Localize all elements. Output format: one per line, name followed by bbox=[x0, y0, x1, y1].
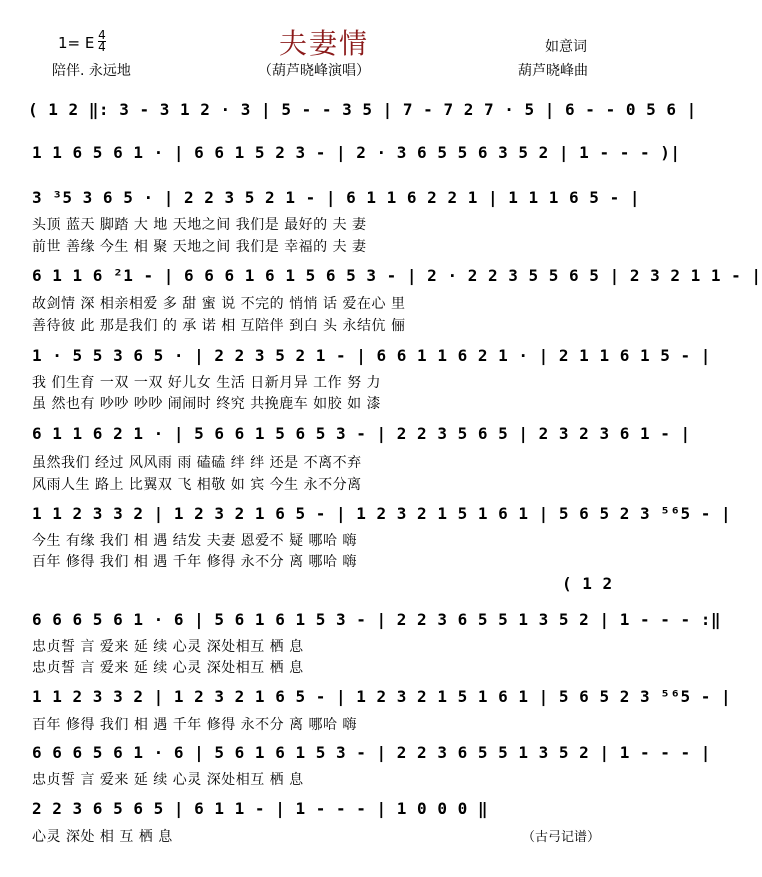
lyric-line-7a: 今生 有缘 我们 相 遇 结发 夫妻 恩爱不 疑 哪哈 嗨 bbox=[32, 533, 358, 549]
lyric-line-6b: 风雨人生 路上 比翼双 飞 相敬 如 宾 今生 永不分离 bbox=[32, 477, 362, 493]
lyric-line-3a: 头顶 蓝天 脚踏 大 地 天地之间 我们是 最好的 夫 妻 bbox=[32, 217, 367, 233]
lyric-line-6a: 虽然我们 经过 风风雨 雨 磕磕 绊 绊 还是 不离不弃 bbox=[32, 455, 362, 471]
lyric-line-9: 百年 修得 我们 相 遇 千年 修得 永不分 离 哪哈 嗨 bbox=[32, 717, 358, 733]
notation-line-8: 6 6 6 5 6 1 · 6 | 5 6 1 6 1 5 3 - | 2 2 3 6 5 5 1 3 5 2 | 1 - - - :‖ bbox=[32, 610, 722, 629]
notation-line-7: 1 1 2 3 3 2 | 1 2 3 2 1 6 5 - | 1 2 3 2 1 5 1 6 1 | 5 6 5 2 3 ⁵⁶5 - | bbox=[32, 504, 732, 523]
lyric-line-7b: 百年 修得 我们 相 遇 千年 修得 永不分 离 哪哈 嗨 bbox=[32, 554, 358, 570]
lyric-line-8a: 忠贞誓 言 爱来 延 续 心灵 深处相互 栖 息 bbox=[32, 639, 304, 655]
notation-line-2: 1 1 6 5 6 1 · | 6 6 1 5 2 3 - | 2 · 3 6 5 5 6 3 5 2 | 1 - - - )| bbox=[32, 143, 681, 162]
transcriber-credit: （古弓记谱） bbox=[522, 830, 601, 845]
lyric-line-3b: 前世 善缘 今生 相 聚 天地之间 我们是 幸福的 夫 妻 bbox=[32, 239, 367, 255]
composer-credit: 葫芦晓峰曲 bbox=[518, 63, 588, 79]
lyric-line-8b: 忠贞誓 言 爱来 延 续 心灵 深处相互 栖 息 bbox=[32, 660, 304, 676]
notation-line-5: 1 · 5 5 3 6 5 · | 2 2 3 5 2 1 - | 6 6 1 1 6 2 1 · | 2 1 1 6 1 5 - | bbox=[32, 346, 711, 365]
notation-line-9: 1 1 2 3 3 2 | 1 2 3 2 1 6 5 - | 1 2 3 2 1 5 1 6 1 | 5 6 5 2 3 ⁵⁶5 - | bbox=[32, 687, 732, 706]
notation-line-4: 6 1 1 6 ²1 - | 6 6 6 1 6 1 5 6 5 3 - | 2 · 2 2 3 5 5 6 5 | 2 3 2 1 1 - | bbox=[32, 266, 762, 285]
time-sig-top: 4 bbox=[98, 28, 106, 42]
lyric-line-5b: 虽 然也有 吵吵 吵吵 闹闹时 终究 共挽鹿车 如胶 如 漆 bbox=[32, 396, 382, 412]
notation-line-10: 6 6 6 5 6 1 · 6 | 5 6 1 6 1 5 3 - | 2 2 3 6 5 5 1 3 5 2 | 1 - - - | bbox=[32, 743, 711, 762]
lyric-line-4b: 善待彼 此 那是我们 的 承 诺 相 互陪伴 到白 头 永结伉 俪 bbox=[32, 318, 406, 334]
key-signature: 1= E bbox=[58, 34, 95, 52]
lyric-line-5a: 我 们生育 一双 一双 好儿女 生活 日新月异 工作 努 力 bbox=[32, 375, 382, 391]
notation-line-3: 3 ³5 3 6 5 · | 2 2 3 5 2 1 - | 6 1 1 6 2 2 1 | 1 1 1 6 5 - | bbox=[32, 188, 640, 207]
lyric-line-10: 忠贞誓 言 爱来 延 续 心灵 深处相互 栖 息 bbox=[32, 772, 304, 788]
lyric-line-11: 心灵 深处 相 互 栖 息 bbox=[32, 829, 173, 845]
notation-pickup: ( 1 2 bbox=[562, 574, 613, 593]
accompaniment-credit: 陪伴. 永远地 bbox=[52, 63, 131, 79]
lyricist-credit: 如意词 bbox=[545, 39, 587, 55]
lyric-line-4a: 故剑情 深 相亲相爱 多 甜 蜜 说 不完的 悄悄 话 爱在心 里 bbox=[32, 296, 406, 312]
time-sig-bottom: 4 bbox=[98, 40, 106, 54]
notation-line-1: ( 1 2 ‖: 3 - 3 1 2 · 3 | 5 - - 3 5 | 7 - 7 2 7 · 5 | 6 - - 0 5 6 | bbox=[28, 100, 697, 119]
performer-credit: （葫芦晓峰演唱） bbox=[258, 63, 370, 79]
notation-line-11: 2 2 3 6 5 6 5 | 6 1 1 - | 1 - - - | 1 0 0 0 ‖ bbox=[32, 799, 488, 818]
notation-line-6: 6 1 1 6 2 1 · | 5 6 6 1 5 6 5 3 - | 2 2 3 5 6 5 | 2 3 2 3 6 1 - | bbox=[32, 424, 691, 443]
song-title: 夫妻情 bbox=[278, 27, 369, 60]
time-signature bbox=[98, 30, 106, 53]
